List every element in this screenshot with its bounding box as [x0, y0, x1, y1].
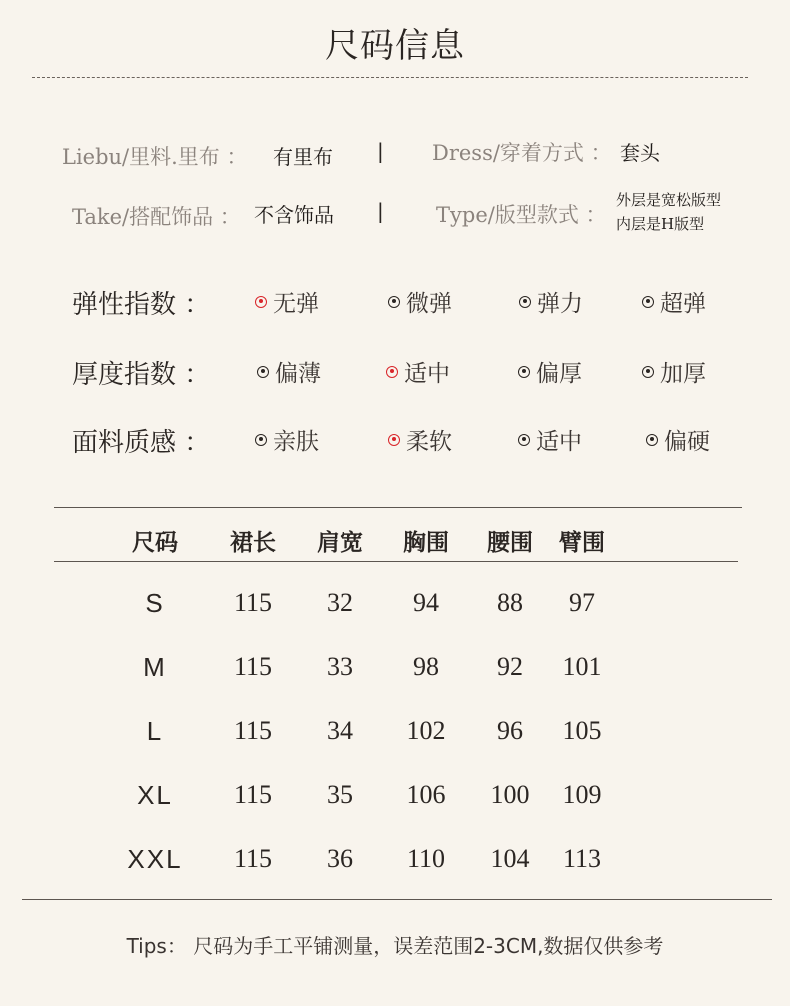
radio-selected-icon [386, 366, 398, 378]
separator: | [377, 139, 384, 163]
type-value-line2: 内层是H版型 [616, 215, 705, 233]
rating-option-label: 柔软 [406, 429, 452, 455]
table-bottom-rule [22, 899, 772, 900]
measurement-cell: 115 [233, 716, 273, 745]
separator: | [377, 199, 384, 223]
tips-note: Tips： 尺码为手工平铺测量，误差范围2-3CM,数据仅供参考 [126, 934, 664, 958]
rating-option-label: 超弹 [660, 291, 706, 317]
lining-label: Liebu/里料.里布 ： [62, 145, 248, 169]
rating-option [518, 423, 582, 456]
table-header-cell: 裙长 [230, 529, 276, 556]
measurement-cell: 115 [233, 780, 273, 809]
radio-selected-icon [255, 296, 267, 308]
radio-selected-icon [388, 434, 400, 446]
rating-option-label: 适中 [404, 361, 450, 387]
radio-icon [646, 434, 658, 446]
measurement-cell: 113 [562, 844, 602, 873]
rating-option [386, 355, 450, 388]
rating-option [646, 423, 710, 456]
rating-label: 面料质感 ： [72, 428, 211, 458]
rating-option [642, 355, 706, 388]
rating-option-label: 亲肤 [273, 429, 319, 455]
radio-icon [642, 296, 654, 308]
measurement-cell: 115 [233, 844, 273, 873]
table-header-cell: 胸围 [403, 529, 449, 556]
measurement-cell: 98 [413, 652, 439, 681]
measurement-cell: 96 [497, 716, 523, 745]
measurement-cell: 101 [562, 652, 602, 681]
measurement-cell: 115 [233, 652, 273, 681]
rating-option [642, 285, 706, 318]
measurement-cell: 104 [490, 844, 530, 873]
rating-option-label: 微弹 [406, 291, 452, 317]
measurement-cell: 88 [497, 588, 523, 617]
rating-option [518, 355, 582, 388]
accessory-label: Take/搭配饰品 ： [72, 205, 241, 229]
table-top-rule [54, 507, 742, 508]
measurement-cell: 36 [327, 844, 353, 873]
measurement-cell: 109 [562, 780, 602, 809]
rating-option-label: 无弹 [273, 291, 319, 317]
table-header-cell: 尺码 [132, 529, 178, 556]
table-header-rule [54, 561, 738, 562]
radio-icon [388, 296, 400, 308]
size-cell: XL [137, 780, 173, 810]
radio-icon [518, 366, 530, 378]
rating-option-label: 偏厚 [536, 361, 582, 387]
type-value-line1: 外层是宽松版型 [616, 191, 722, 209]
wear-value: 套头 [620, 141, 660, 165]
wear-label: Dress/穿着方式 ： [432, 141, 612, 165]
rating-option-label: 适中 [536, 429, 582, 455]
size-cell: M [143, 652, 167, 682]
rating-option [388, 285, 452, 318]
radio-icon [257, 366, 269, 378]
measurement-cell: 35 [327, 780, 353, 809]
rating-option-label: 偏薄 [275, 361, 321, 387]
radio-icon [519, 296, 531, 308]
rating-option-label: 加厚 [660, 361, 706, 387]
accessory-value: 不含饰品 [254, 203, 334, 227]
rating-option-label: 偏硬 [664, 429, 710, 455]
radio-icon [518, 434, 530, 446]
size-cell: S [145, 588, 165, 618]
rating-option [255, 423, 319, 456]
radio-icon [255, 434, 267, 446]
measurement-cell: 92 [497, 652, 523, 681]
page-title: 尺码信息 [325, 26, 465, 66]
measurement-cell: 100 [490, 780, 530, 809]
measurement-cell: 115 [233, 588, 273, 617]
table-header-cell: 肩宽 [317, 529, 363, 556]
table-header-cell: 臂围 [559, 529, 605, 556]
measurement-cell: 102 [406, 716, 446, 745]
measurement-cell: 34 [327, 716, 353, 745]
rating-option [255, 285, 319, 318]
type-label: Type/版型款式 ： [436, 203, 607, 227]
measurement-cell: 110 [406, 844, 446, 873]
measurement-cell: 94 [413, 588, 439, 617]
measurement-cell: 33 [327, 652, 353, 681]
rating-option [388, 423, 452, 456]
rating-option [257, 355, 321, 388]
size-cell: L [146, 716, 164, 746]
measurement-cell: 105 [562, 716, 602, 745]
lining-value: 有里布 [273, 145, 333, 169]
title-divider [32, 77, 748, 78]
radio-icon [642, 366, 654, 378]
rating-label: 厚度指数 ： [72, 360, 211, 390]
size-cell: XXL [127, 844, 183, 874]
rating-label: 弹性指数 ： [72, 290, 211, 320]
measurement-cell: 106 [406, 780, 446, 809]
measurement-cell: 32 [327, 588, 353, 617]
rating-option [519, 285, 583, 318]
table-header-cell: 腰围 [487, 529, 533, 556]
measurement-cell: 97 [569, 588, 595, 617]
rating-option-label: 弹力 [537, 291, 583, 317]
